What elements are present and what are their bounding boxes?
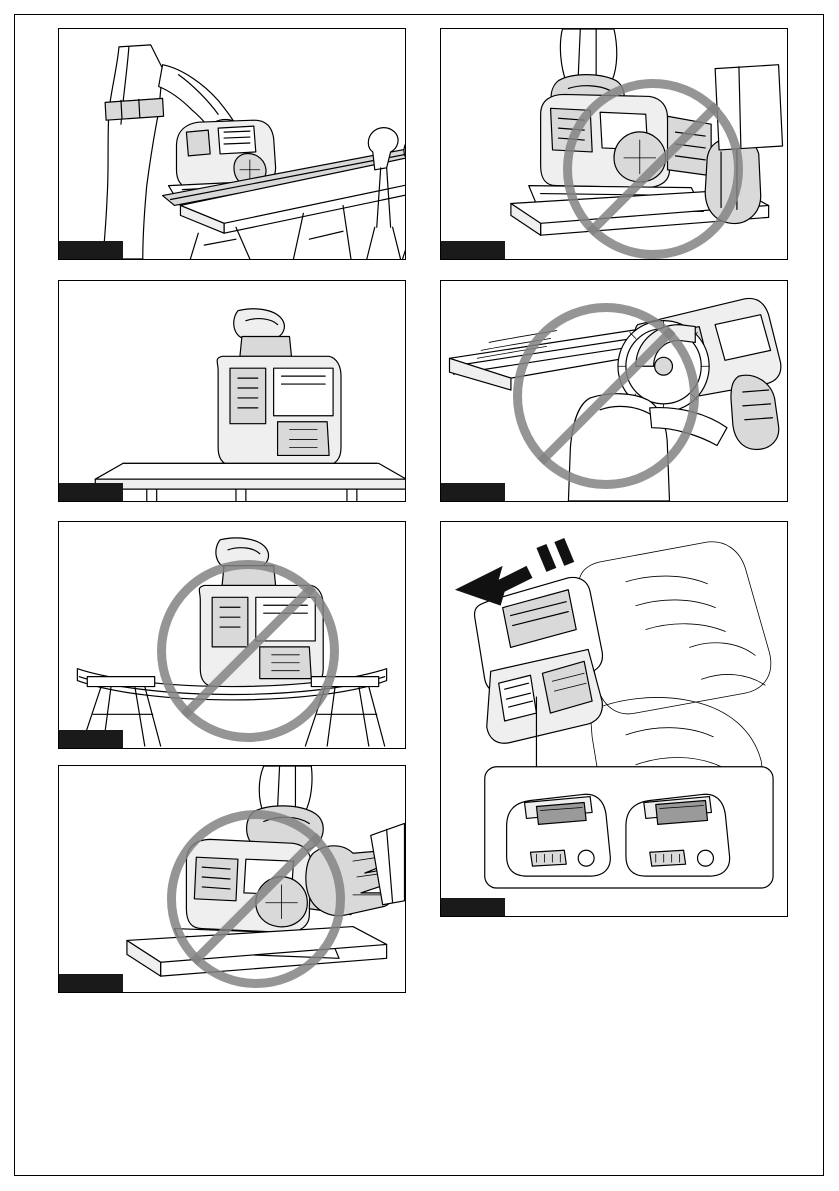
fig-5-artwork	[59, 522, 405, 748]
figure-label-tag-5	[59, 730, 123, 748]
figure-label-tag-7	[441, 898, 505, 916]
figure-do-not-reach-under-workpiece	[58, 765, 406, 993]
figure-label-tag-1	[59, 241, 123, 259]
figure-label-tag-4	[441, 483, 505, 501]
figure-battery-installation-detail	[440, 521, 788, 917]
figure-do-not-hold-workpiece-by-hand	[440, 28, 788, 260]
figure-cutting-workpiece-on-sawhorses	[58, 28, 406, 260]
figure-label-tag-3	[59, 483, 123, 501]
fig-4-artwork	[441, 281, 787, 501]
fig-6-artwork	[59, 766, 405, 992]
figure-do-not-cut-overhead	[440, 280, 788, 502]
fig-2-artwork	[441, 29, 787, 259]
figure-label-tag-2	[441, 241, 505, 259]
figure-do-not-support-board-far-from-cut	[58, 521, 406, 749]
fig-7-artwork	[441, 522, 787, 916]
figure-label-tag-6	[59, 974, 123, 992]
fig-3-artwork	[59, 281, 405, 501]
figure-support-board-near-cut-line-correct	[58, 280, 406, 502]
fig-1-artwork	[59, 29, 405, 259]
